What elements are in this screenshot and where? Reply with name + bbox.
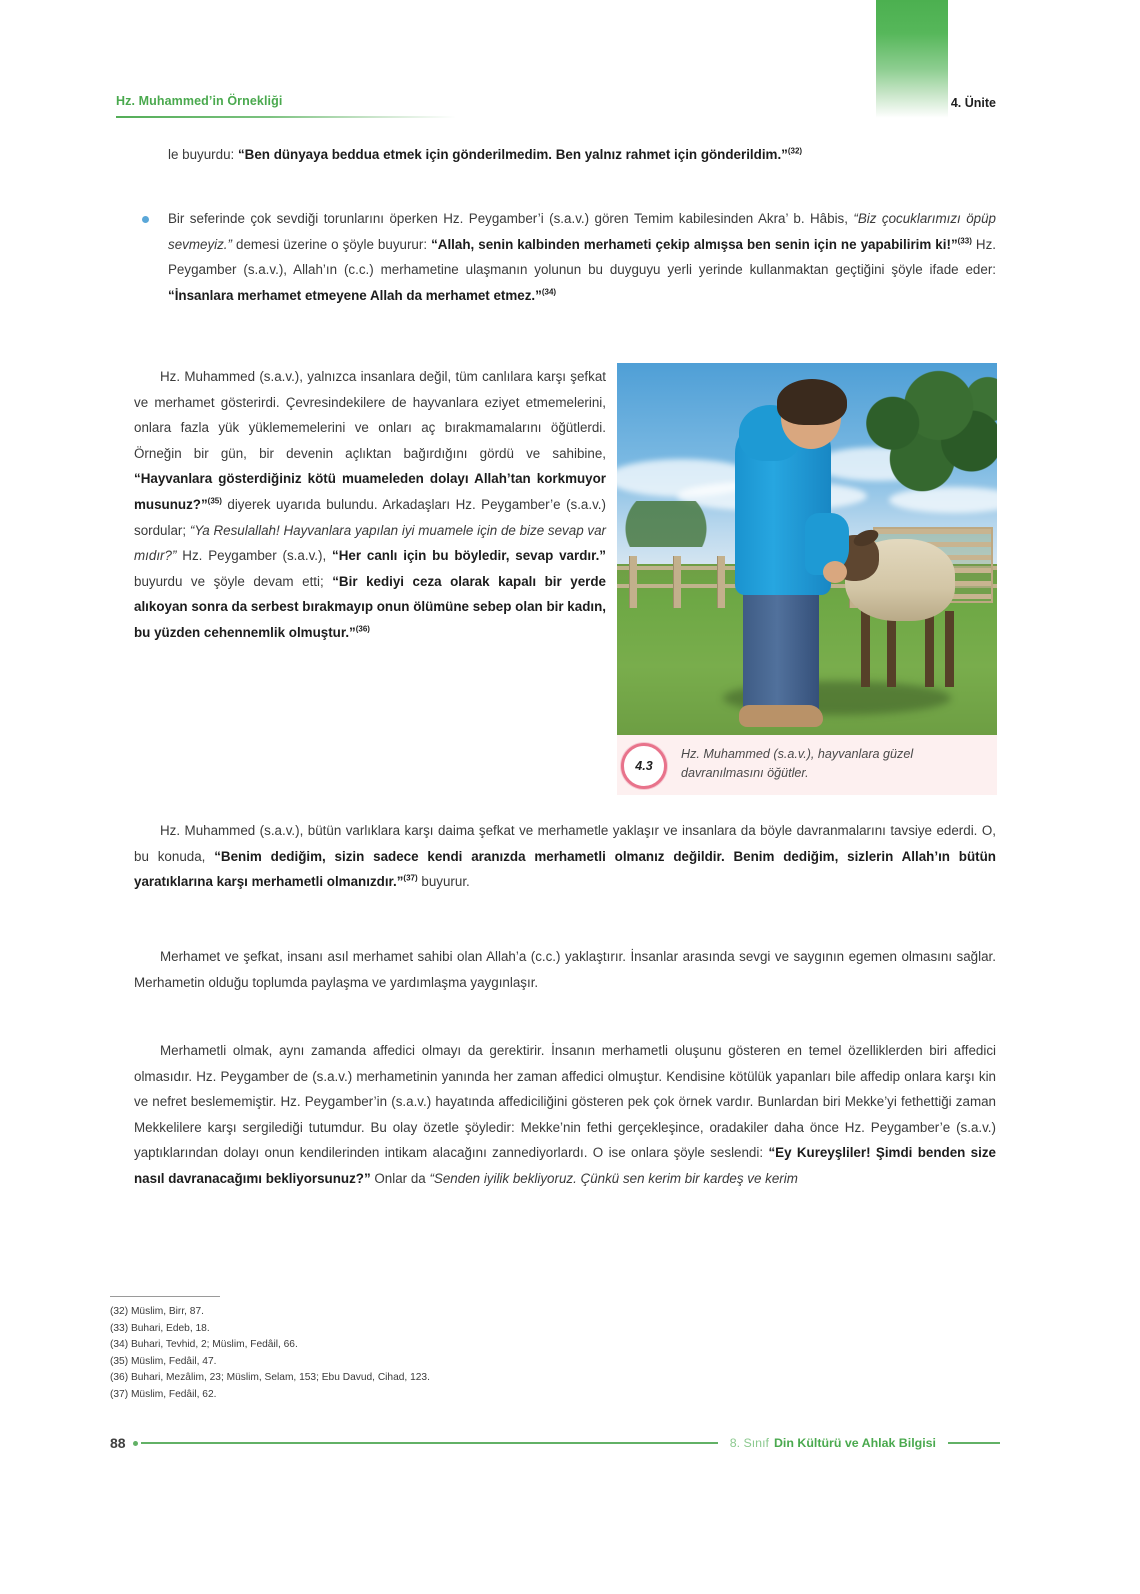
bullet-dot-icon <box>142 216 149 223</box>
footnote-item: (32) Müslim, Birr, 87. <box>110 1306 204 1317</box>
figure-caption-text: Hz. Muhammed (s.a.v.), hayvanlara güzel davranılmasını öğütler. <box>681 747 914 780</box>
photo-sheep-leg <box>887 611 896 687</box>
footer-grade: 8. Sınıf <box>729 1436 769 1450</box>
footnote-item: (37) Müslim, Fedâil, 62. <box>110 1388 217 1400</box>
bulleted-paragraph <box>142 206 996 308</box>
paragraph-merhamet: Merhamet ve şefkat, insanı asıl merhamet sahibi olan Allah’a (c.c.) yaklaştırır. İnsanlar arasında sevgi ve saygının egemen olmasını sağlar. Merhametin olduğu toplumda paylaşma ve yardımlaşma yaygınlaşır. <box>134 949 996 990</box>
footnote-item: (34) Buhari, Tevhid, 2; Müslim, Fedâil, 66. <box>110 1339 298 1351</box>
footer-rule-left <box>141 1442 718 1444</box>
footnote-item: (35) Müslim, Fedâil, 47. <box>110 1355 217 1367</box>
footer-dot-icon <box>133 1441 138 1446</box>
photo-boy-hair <box>777 379 847 425</box>
footer-course: Din Kültürü ve Ahlak Bilgisi <box>773 1436 936 1450</box>
page-footer <box>110 1430 1000 1456</box>
photo-sheep-leg <box>945 611 954 687</box>
lead-paragraph: le buyurdu: “Ben dünyaya beddua etmek için gönderilmedim. Ben yalnız rahmet için gönderildim.”$^{(32)}$ <box>168 146 803 162</box>
footnote-item: (36) Buhari, Mezâlim, 23; Müslim, Selam, 153; Ebu Davud, Cihad, 123. <box>110 1372 430 1384</box>
footer-rule-right <box>948 1442 1000 1444</box>
photo-tree <box>837 367 997 515</box>
photo-sheep-leg <box>925 611 934 687</box>
running-header-title: Hz. Muhammed’in Örnekliği <box>116 94 283 108</box>
footnotes-divider <box>110 1296 220 1297</box>
page-number: 88 <box>110 1435 126 1451</box>
paragraph-sefkat: Hz. Muhammed (s.a.v.), bütün varlıklara karşı daima şefkat ve merhametle yaklaşır ve insanlara da böyle davranmalarını tavsiye ederdi. O, bu konuda, “Benim dediğim, sizin sadece kendi aranızda merhametli olmanız değildir. Benim dediğim, sizlerin Allah’ın bütün yaratıklarına karşı merhametli olmanızdır.”$^{(37)}$ buyurur. <box>134 823 996 890</box>
photo-distant-tree <box>623 501 709 547</box>
bullet-paragraph-text: Bir seferinde çok sevdiği torunlarını öperken Hz. Peygamber’i (s.a.v.) gören Temim kabilesinden Akra’ b. Hâbis, “Biz çocuklarımızı öpüp sevmeyiz.” demesi üzerine o şöyle buyurur: “Allah, senin kalbinden merhameti çekip almışsa ben senin için ne yapabilirim ki!”$^{(33)}$ Hz. Peygamber (s.a.v.), Allah’ın (c.c.) merhametine ulaşmanın yolunun bu duyguyu yerli yerinde kullanmaktan geçtiğini şöyle ifade eder: “İnsanlara merhamet etmeyene Allah da merhamet etmez.”$^{(34)}$ <box>168 211 996 303</box>
photo-boy-shoe <box>739 705 823 727</box>
running-header <box>116 94 996 124</box>
figure-caption-bar <box>617 735 997 795</box>
figure-number-badge: 4.3 <box>621 743 667 789</box>
figure-block <box>617 363 997 795</box>
photo-boy-legs <box>743 585 819 717</box>
running-header-rule <box>116 116 456 118</box>
paragraph-affedici: Merhametli olmak, aynı zamanda affedici olmayı da gerektirir. İnsanın merhametli oluşunu gösteren en temel özelliklerden biri affedici olmasıdır. Hz. Peygamber de (s.a.v.) merhametinin yanında her zaman affedici olmuştur. Kendisine kötülük yapanları bile affedip onlara karşı kin ve nefret beslememiştir. Hz. Peygamber’in (s.a.v.) hayatında affediciliğini gösteren pek çok örnek vardır. Bunlardan biri Mekke’yi fethettiği zaman Mekkelilere karşı sergilediği tutumdur. Bu olay özetle şöyledir: Mekke’nin fethi gerçekleşince, oradakiler daha önce Hz. Peygamber’e (s.a.v.) yaptıklarından dolayı onun kendilerinden intikam alacağını zannediyorlardı. O ise onlara şöyle seslendi: “Ey Kureyşliler! Şimdi benden size nasıl davranacağımı bekliyorsunuz?” Onlar da “Senden iyilik bekliyoruz. Çünkü sen kerim bir kardeş ve kerim <box>134 1043 996 1186</box>
figure-photo <box>617 363 997 735</box>
wrapped-paragraph: Hz. Muhammed (s.a.v.), yalnızca insanlara değil, tüm canlılara karşı şefkat ve merhamet gösterirdi. Çevresindekilere de hayvanlara eziyet etmemelerini, onlara fazla yük yüklememelerini ve onları aç bırakmamalarını öğütlerdi. Örneğin bir gün, bir devenin açlıktan bağırdığını gördü ve sahibine, “Hayvanlara gösterdiğiniz kötü muameleden dolayı Allah’tan korkmuyor musunuz?”$^{(35)}$ diyerek uyarıda bulundu. Arkadaşları Hz. Peygamber’e (s.a.v.) sordular; “Ya Resulallah! Hayvanlara yapılan iyi muamele için de bize sevap var mıdır?” Hz. Peygamber (s.a.v.), “Her canlı için bu böyledir, sevap vardır.” buyurdu ve şöyle devam etti; “Bir kediyi ceza olarak kapalı bir yerde alıkoyan sonra da serbest bırakmayıp onun ölümüne sebep olan bir kadın, bu yüzden cehennemlik olmuştur.”$^{(36)}$ <box>134 369 606 640</box>
unit-label: 4. Ünite <box>950 96 996 110</box>
photo-boy-hand <box>823 561 847 583</box>
photo-sheep-leg <box>861 611 870 687</box>
footnote-item: (33) Buhari, Edeb, 18. <box>110 1322 210 1334</box>
footnotes-block <box>110 1296 810 1404</box>
